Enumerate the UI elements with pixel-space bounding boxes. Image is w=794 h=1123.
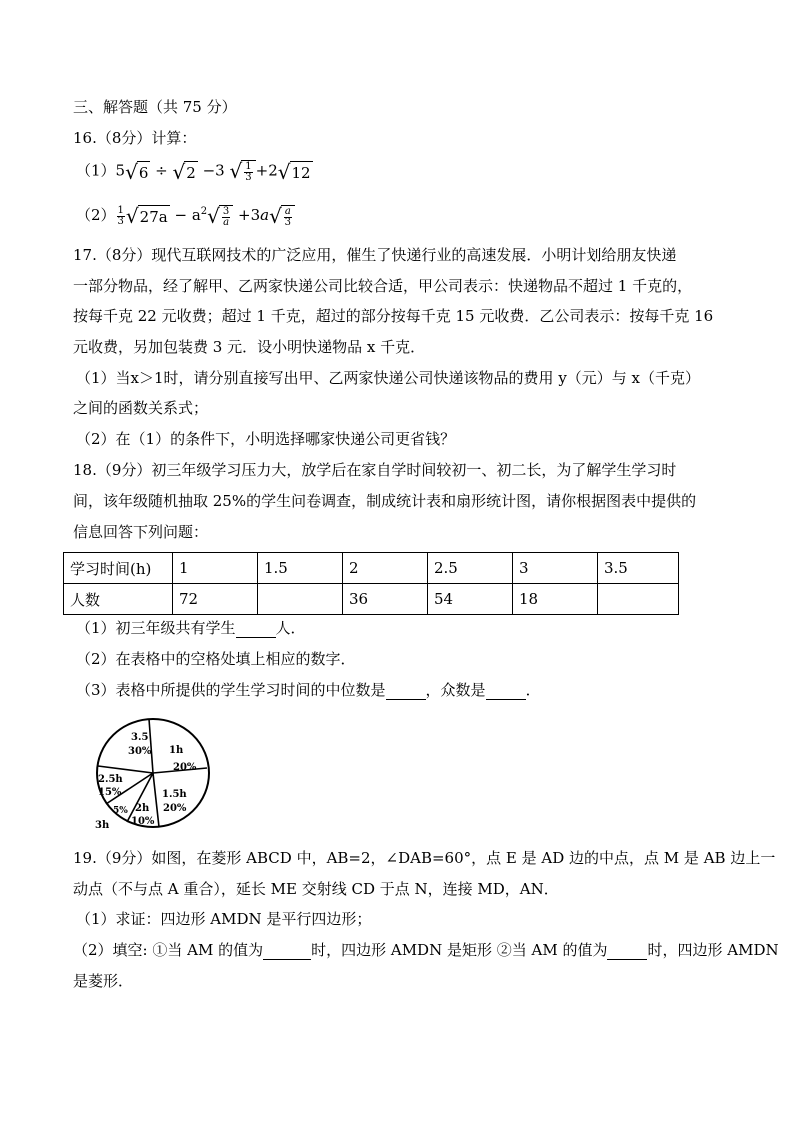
sqrt-27a: √ 27a <box>125 204 168 228</box>
table-cell: 3 <box>513 553 598 584</box>
table-row <box>64 584 679 615</box>
sqrt-fraction: √ $\frac{1}{3}$ <box>230 160 256 183</box>
q19-sub2-cont: 是菱形． <box>73 972 134 990</box>
q17-sub1: （1）当x＞1时，请分别直接写出甲、乙两家快递公司快递该物品的费用 y（元）与 x（千克） <box>76 369 701 387</box>
pie-label: 3h <box>95 820 110 831</box>
table-cell: 18 <box>513 584 598 615</box>
sqrt-fraction: √ $\frac{a}{3}$ <box>269 205 295 228</box>
pie-chart <box>93 716 223 834</box>
exponent: 2 <box>200 206 208 217</box>
pie-label: 20% <box>163 803 187 814</box>
table-cell: 学习时间(h) <box>64 553 173 584</box>
study-time-table <box>63 552 679 615</box>
q18-line: 间，该年级随机抽取 25%的学生问卷调查，制成统计表和扇形统计图，请你根据图表中提供的 <box>73 492 697 510</box>
q16-part1 <box>76 160 313 183</box>
q16-part1-label: （1） <box>76 161 116 180</box>
q17-line: 元收费，另加包装费 3 元．设小明快递物品 x 千克． <box>73 338 426 356</box>
table-header-row <box>64 553 679 584</box>
sqrt-12: √ 12 <box>277 159 311 184</box>
pie-label: 10% <box>131 816 155 827</box>
table-cell: 2 <box>343 553 428 584</box>
table-cell: 36 <box>343 584 428 615</box>
q18-sub2: （2）在表格中的空格处填上相应的数字． <box>76 650 356 668</box>
answer-blank[interactable] <box>236 623 276 638</box>
q18-line: 信息回答下列问题： <box>73 523 209 541</box>
pie-label: 2h <box>135 803 150 814</box>
operator: − a <box>174 206 201 224</box>
table-cell <box>258 584 343 615</box>
operator: −3 <box>202 161 225 180</box>
table-cell: 1 <box>173 553 258 584</box>
answer-blank[interactable] <box>386 685 426 700</box>
pie-label: 2.5h <box>98 774 123 785</box>
table-cell <box>598 584 679 615</box>
fraction-one-third: $\frac{1}{3}$ <box>117 204 124 227</box>
pie-label: 3.5 <box>131 732 149 743</box>
operator: +2 <box>255 161 278 180</box>
q19-line: 动点（不与点 A 重合），延长 ME 交射线 CD 于点 N，连接 MD，AN． <box>73 880 559 898</box>
q18-sub3: （3）表格中所提供的学生学习时间的中位数是 ，众数是 ． <box>76 681 541 699</box>
q16-part2-label: （2） <box>76 206 116 224</box>
sqrt-6: √ 6 <box>125 159 149 184</box>
variable: a <box>260 206 270 224</box>
table-cell: 2.5 <box>428 553 513 584</box>
answer-blank[interactable] <box>263 945 311 960</box>
q16-part2 <box>76 202 295 228</box>
table-cell: 人数 <box>64 584 173 615</box>
q19-sub2: （2）填空: ①当 AM 的值为 时，四边形 AMDN 是矩形 ②当 AM 的值为 时，四边形 AMDN <box>73 941 779 959</box>
sqrt-2: √ 2 <box>172 159 196 184</box>
pie-label: 30% <box>128 746 152 757</box>
table-cell: 54 <box>428 584 513 615</box>
answer-blank[interactable] <box>607 945 647 960</box>
q19-sub1: （1）求证：四边形 AMDN 是平行四边形； <box>76 910 372 928</box>
pie-label: 20% <box>173 762 197 773</box>
coefficient: 5 <box>115 161 126 180</box>
answer-blank[interactable] <box>486 685 526 700</box>
q16-title: 16.（8分）计算： <box>73 129 197 147</box>
divide-sign: ÷ <box>155 161 168 180</box>
table-cell: 3.5 <box>598 553 679 584</box>
q18-sub1: （1）初三年级共有学生 人． <box>76 619 306 637</box>
q19-line: 19.（9分）如图，在菱形 ABCD 中，AB=2，∠DAB=60°，点 E 是 AD 边的中点，点 M 是 AB 边上一 <box>73 849 776 867</box>
sqrt-fraction: √ $\frac{3}{a}$ <box>207 205 233 228</box>
q17-line: 一部分物品，经了解甲、乙两家快递公司比较合适，甲公司表示：快递物品不超过 1 千克的， <box>73 277 693 295</box>
pie-label: 1.5h <box>162 789 187 800</box>
operator: +3 <box>238 206 261 224</box>
q18-line: 18.（9分）初三年级学习压力大，放学后在家自学时间较初一、初二长，为了解学生学习时 <box>73 461 677 479</box>
pie-label: 15% <box>98 787 122 798</box>
table-cell: 72 <box>173 584 258 615</box>
q17-sub1-cont: 之间的函数关系式； <box>73 399 209 417</box>
q17-line: 按每千克 22 元收费；超过 1 千克，超过的部分按每千克 15 元收费．乙公司表示：按每千克 16 <box>73 307 714 325</box>
q17-line: 17.（8分）现代互联网技术的广泛应用，催生了快递行业的高速发展．小明计划给朋友快递 <box>73 246 677 264</box>
section-heading: 三、解答题（共 75 分） <box>73 98 237 116</box>
pie-label: 5% <box>113 806 128 816</box>
q17-sub2: （2）在（1）的条件下，小明选择哪家快递公司更省钱？ <box>76 430 456 448</box>
table-cell: 1.5 <box>258 553 343 584</box>
pie-label: 1h <box>169 745 184 756</box>
